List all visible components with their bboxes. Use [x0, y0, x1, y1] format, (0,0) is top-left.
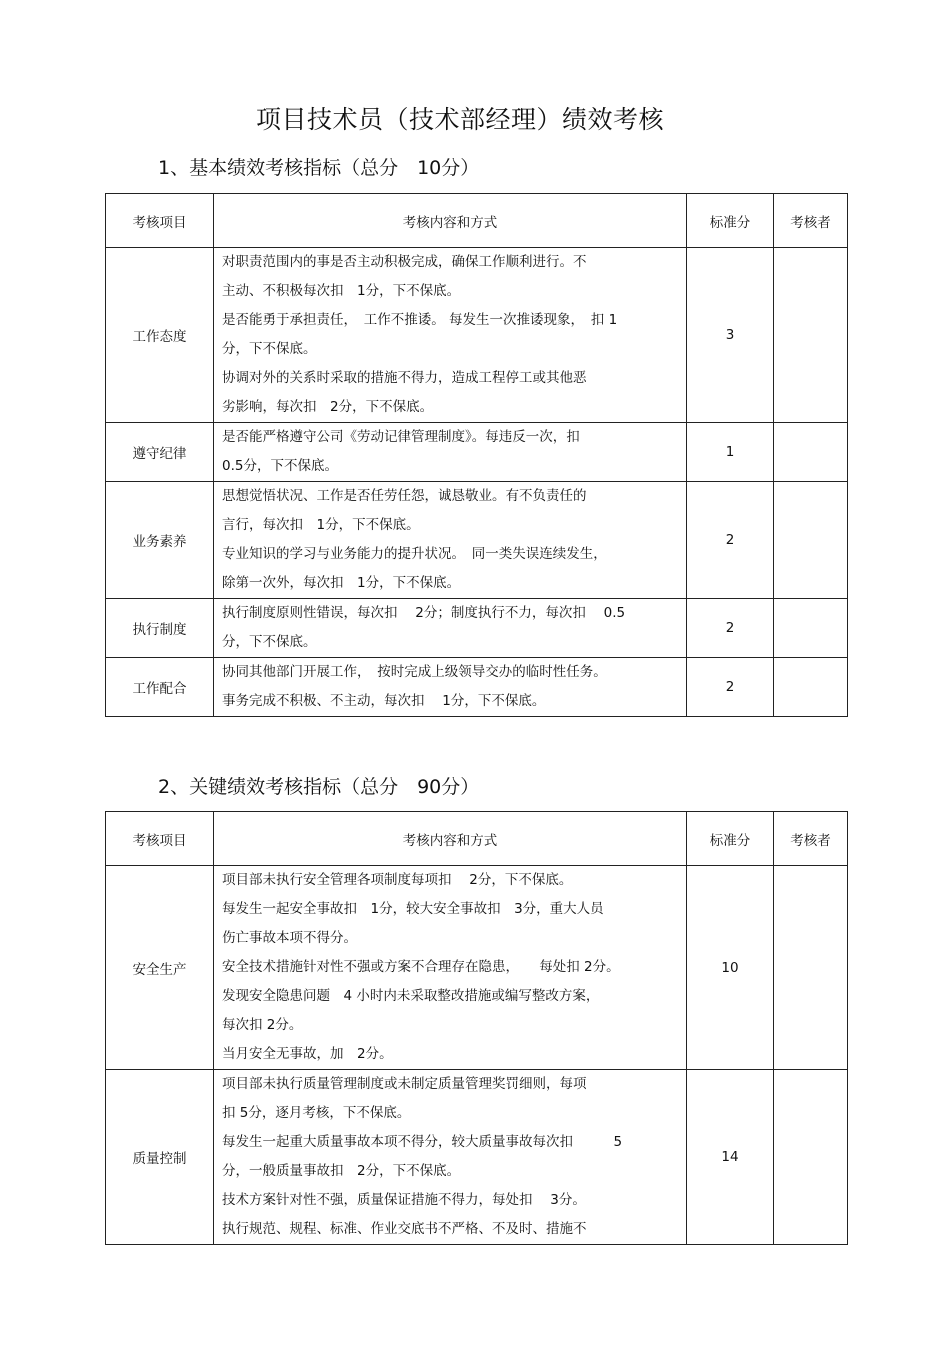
content-line: 分，下不保底。 — [222, 341, 317, 357]
header-content: 考核内容和方式 — [214, 812, 687, 866]
row-assessor — [774, 599, 848, 658]
row-item-name: 执行制度 — [106, 599, 214, 658]
content-line: 项目部未执行质量管理制度或未制定质量管理奖罚细则，每项 — [222, 1076, 587, 1092]
row-standard-score: 14 — [687, 1070, 774, 1245]
row-content — [214, 248, 687, 423]
content-line: 对职责范围内的事是否主动积极完成，确保工作顺利进行。不 — [222, 254, 587, 270]
section-1-title: 1、基本绩效考核指标（总分 10分） — [158, 157, 480, 179]
content-line: 分，一般质量事故扣 2分，下不保底。 — [222, 1163, 461, 1179]
row-content — [214, 1070, 687, 1245]
header-item: 考核项目 — [106, 812, 214, 866]
row-assessor — [774, 866, 848, 1070]
row-standard-score: 2 — [687, 482, 774, 599]
table-row — [106, 866, 848, 1070]
content-line: 执行规范、规程、标准、作业交底书不严格、不及时、措施不 — [222, 1221, 587, 1237]
content-line: 安全技术措施针对性不强或方案不合理存在隐患， 每处扣 2分。 — [222, 959, 620, 975]
content-line: 当月安全无事故，加 2分。 — [222, 1046, 393, 1062]
row-standard-score: 3 — [687, 248, 774, 423]
row-assessor — [774, 482, 848, 599]
content-line: 主动、不积极每次扣 1分，下不保底。 — [222, 283, 461, 299]
content-line: 执行制度原则性错误，每次扣 2分；制度执行不力，每次扣 0.5 — [222, 605, 626, 621]
row-content — [214, 482, 687, 599]
content-line: 项目部未执行安全管理各项制度每项扣 2分，下不保底。 — [222, 872, 573, 888]
content-line: 言行，每次扣 1分，下不保底。 — [222, 517, 420, 533]
row-item-name: 安全生产 — [106, 866, 214, 1070]
content-line: 协调对外的关系时采取的措施不得力，造成工程停工或其他恶 — [222, 370, 587, 386]
header-assessor: 考核者 — [774, 812, 848, 866]
table-header-row — [106, 194, 848, 248]
row-content — [214, 866, 687, 1070]
table-row — [106, 248, 848, 423]
content-line: 是否能严格遵守公司《劳动记律管理制度》。每违反一次，扣 — [222, 429, 580, 445]
row-item-name: 业务素养 — [106, 482, 214, 599]
content-line: 分，下不保底。 — [222, 634, 317, 650]
row-item-name: 遵守纪律 — [106, 423, 214, 482]
content-line: 除第一次外，每次扣 1分，下不保底。 — [222, 575, 461, 591]
row-content — [214, 423, 687, 482]
row-content — [214, 658, 687, 717]
content-line: 扣 5分，逐月考核，下不保底。 — [222, 1105, 411, 1121]
content-line: 每次扣 2分。 — [222, 1017, 303, 1033]
table-row — [106, 599, 848, 658]
basic-kpi-table — [105, 193, 848, 717]
row-item-name: 工作配合 — [106, 658, 214, 717]
row-assessor — [774, 1070, 848, 1245]
row-standard-score: 2 — [687, 658, 774, 717]
document-title: 项目技术员（技术部经理）绩效考核 — [255, 105, 664, 134]
row-item-name: 工作态度 — [106, 248, 214, 423]
header-score: 标准分 — [687, 812, 774, 866]
table-header-row — [106, 812, 848, 866]
content-line: 伤亡事故本项不得分。 — [222, 930, 357, 946]
content-line: 事务完成不积极、不主动，每次扣 1分，下不保底。 — [222, 693, 546, 709]
table-row — [106, 423, 848, 482]
basic-kpi-rows — [106, 248, 848, 717]
content-line: 技术方案针对性不强，质量保证措施不得力，每处扣 3分。 — [222, 1192, 586, 1208]
row-standard-score: 2 — [687, 599, 774, 658]
header-content: 考核内容和方式 — [214, 194, 687, 248]
row-standard-score: 1 — [687, 423, 774, 482]
table-row — [106, 1070, 848, 1245]
section-2-title: 2、关键绩效考核指标（总分 90分） — [158, 776, 480, 798]
content-line: 是否能勇于承担责任， 工作不推诿。 每发生一次推诿现象， 扣 1 — [222, 312, 618, 328]
content-line: 发现安全隐患问题 4 小时内未采取整改措施或编写整改方案， — [222, 988, 600, 1004]
row-content — [214, 599, 687, 658]
content-line: 每发生一起重大质量事故本项不得分，较大质量事故每次扣 5 — [222, 1134, 623, 1150]
table-row — [106, 658, 848, 717]
key-kpi-rows — [106, 866, 848, 1245]
content-line: 思想觉悟状况、工作是否任劳任怨，诚恳敬业。有不负责任的 — [222, 488, 587, 504]
row-item-name: 质量控制 — [106, 1070, 214, 1245]
header-assessor: 考核者 — [774, 194, 848, 248]
content-line: 劣影响，每次扣 2分，下不保底。 — [222, 399, 434, 415]
header-item: 考核项目 — [106, 194, 214, 248]
row-assessor — [774, 423, 848, 482]
content-line: 0.5分，下不保底。 — [222, 458, 338, 474]
row-assessor — [774, 248, 848, 423]
row-standard-score: 10 — [687, 866, 774, 1070]
row-assessor — [774, 658, 848, 717]
key-kpi-table — [105, 811, 848, 1245]
header-score: 标准分 — [687, 194, 774, 248]
table-row — [106, 482, 848, 599]
content-line: 协同其他部门开展工作， 按时完成上级领导交办的临时性任务。 — [222, 664, 607, 680]
content-line: 专业知识的学习与业务能力的提升状况。 同一类失误连续发生， — [222, 546, 607, 562]
content-line: 每发生一起安全事故扣 1分，较大安全事故扣 3分，重大人员 — [222, 901, 604, 917]
